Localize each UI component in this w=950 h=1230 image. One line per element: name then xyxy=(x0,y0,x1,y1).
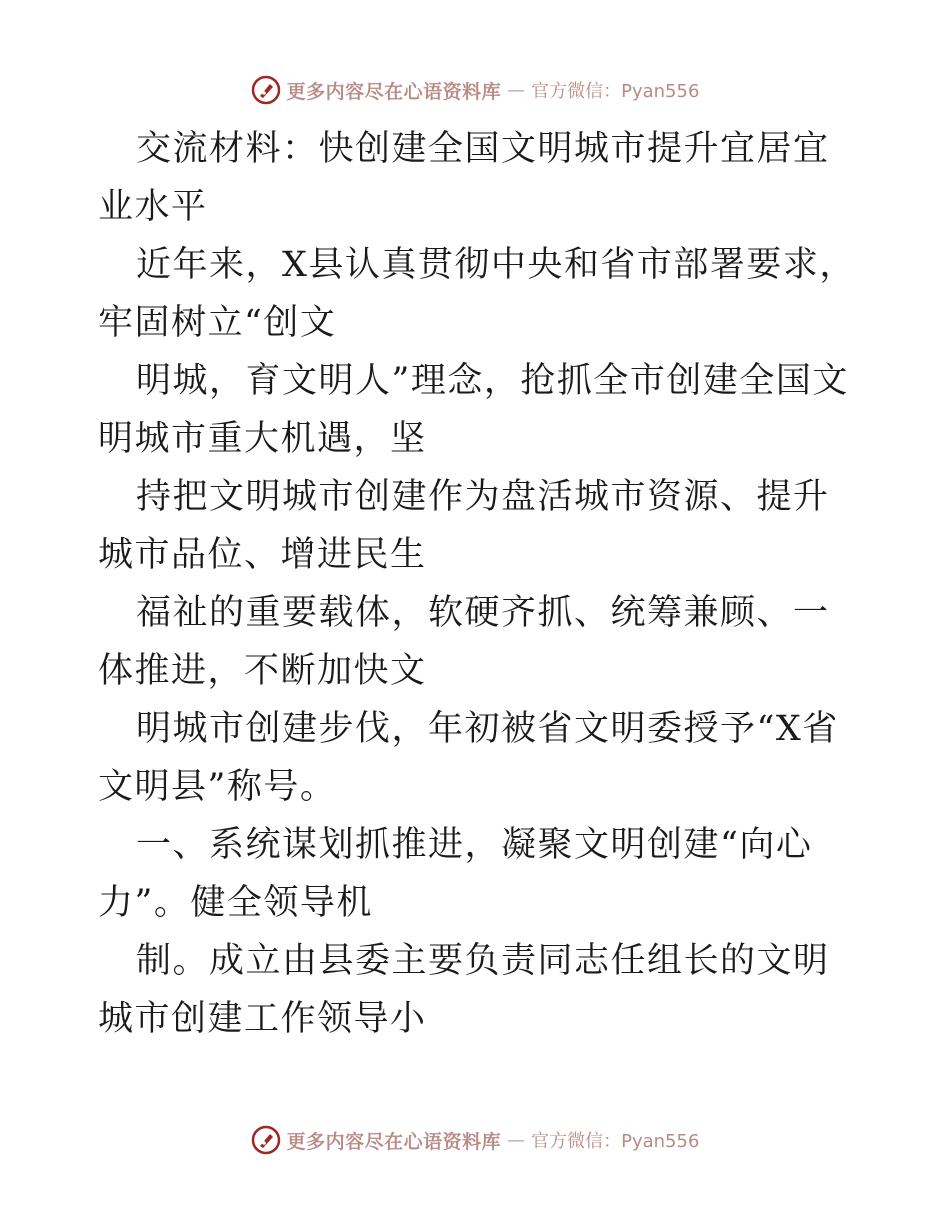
paragraph: 福祉的重要载体，软硬齐抓、统筹兼顾、一体推进，不断加快文 xyxy=(98,593,830,691)
paragraph: 明城，育文明人”理念，抢抓全市创建全国文明城市重大机遇，坚 xyxy=(98,361,849,459)
watermark-banner-bottom xyxy=(0,1120,950,1160)
pen-nib-icon xyxy=(251,75,281,105)
paragraph: 制。成立由县委主要负责同志任组长的文明城市创建工作领导小 xyxy=(98,941,830,1039)
watermark-banner-top xyxy=(0,70,950,110)
watermark-separator: — xyxy=(507,79,526,101)
watermark-contact: 官方微信：Pyan556 xyxy=(531,81,700,102)
pen-nib-icon xyxy=(251,1125,281,1155)
paragraph: 近年来，X县认真贯彻中央和省市部署要求，牢固树立“创文 xyxy=(98,245,856,343)
watermark-contact: 官方微信：Pyan556 xyxy=(531,1131,700,1152)
paragraph: 持把文明城市创建作为盘活城市资源、提升城市品位、增进民生 xyxy=(98,477,830,575)
paragraph-title: 交流材料：快创建全国文明城市提升宜居宜业水平 xyxy=(98,129,830,227)
watermark-text: 更多内容尽在心语资料库 xyxy=(286,1130,502,1153)
watermark-text: 更多内容尽在心语资料库 xyxy=(286,80,502,103)
document-body xyxy=(98,120,858,1048)
watermark-separator: — xyxy=(507,1129,526,1151)
paragraph-section-heading: 一、系统谋划抓推进，凝聚文明创建“向心力”。健全领导机 xyxy=(98,825,813,923)
paragraph: 明城市创建步伐，年初被省文明委授予“X省文明县”称号。 xyxy=(98,709,839,807)
